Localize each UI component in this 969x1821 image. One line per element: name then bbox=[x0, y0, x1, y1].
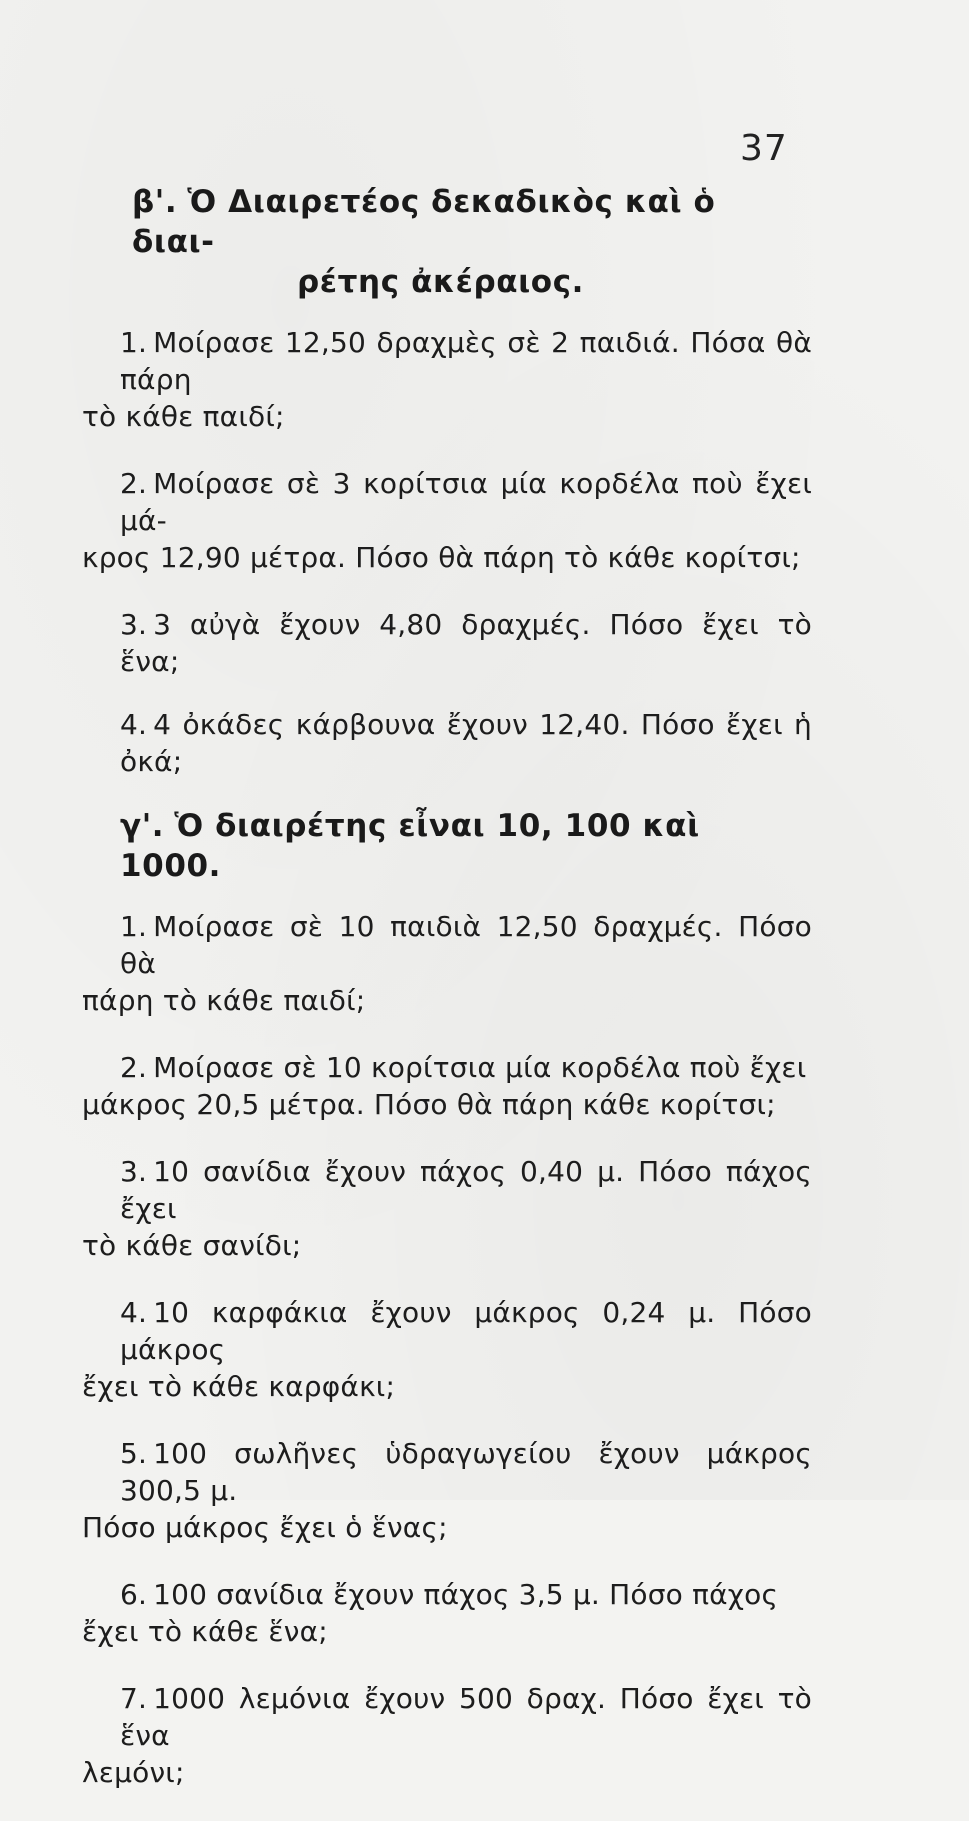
exercise-number: 1. bbox=[120, 326, 148, 359]
section-marker: β'. bbox=[132, 184, 178, 220]
exercise-number: 1. bbox=[120, 910, 148, 943]
exercise-line bbox=[82, 1049, 812, 1086]
section-heading-line bbox=[132, 182, 772, 262]
exercise-number: 3. bbox=[120, 608, 148, 641]
exercise-text-continuation: πάρη τὸ κάθε παιδί; bbox=[82, 984, 366, 1017]
section-marker: γ'. bbox=[120, 808, 165, 844]
exercise-text-continuation: τὸ κάθε σανίδι; bbox=[82, 1229, 302, 1262]
exercise-text: 100 σανίδια ἔχουν πάχος 3,5 μ. Πόσο πάχος bbox=[153, 1578, 779, 1611]
section-heading-b bbox=[82, 182, 812, 302]
exercise-text-continuation: μάκρος 20,5 μέτρα. Πόσο θὰ πάρη κάθε κορίτσι; bbox=[82, 1088, 776, 1121]
exercise-g-5 bbox=[82, 1435, 812, 1546]
exercise-text: 1000 λεμόνια ἔχουν 500 δραχ. Πόσο ἔχει τὸ ἕνα bbox=[120, 1682, 812, 1752]
exercise-g-7 bbox=[82, 1680, 812, 1791]
exercise-line bbox=[82, 324, 812, 398]
exercise-text-continuation: Πόσο μάκρος ἔχει ὁ ἕνας; bbox=[82, 1511, 448, 1544]
exercise-b-3 bbox=[82, 606, 812, 680]
exercise-number: 2. bbox=[120, 467, 148, 500]
exercise-g-2 bbox=[82, 1049, 812, 1123]
page-number: 37 bbox=[740, 128, 788, 169]
exercise-line bbox=[82, 1294, 812, 1368]
exercise-text: 4 ὀκάδες κάρβουνα ἔχουν 12,40. Πόσο ἔχει ἡ ὀκά; bbox=[120, 708, 812, 778]
exercise-line bbox=[82, 1435, 812, 1509]
exercise-number: 6. bbox=[120, 1578, 148, 1611]
exercise-text-continuation: κρος 12,90 μέτρα. Πόσο θὰ πάρη τὸ κάθε κορίτσι; bbox=[82, 541, 801, 574]
exercise-b-1 bbox=[82, 324, 812, 435]
exercise-number: 4. bbox=[120, 708, 148, 741]
exercise-number: 5. bbox=[120, 1437, 148, 1470]
exercise-number: 2. bbox=[120, 1051, 148, 1084]
exercise-text: 10 σανίδια ἔχουν πάχος 0,40 μ. Πόσο πάχος ἔχει bbox=[120, 1155, 812, 1225]
exercise-g-4 bbox=[82, 1294, 812, 1405]
exercise-line bbox=[82, 1153, 812, 1227]
exercise-b-4 bbox=[82, 706, 812, 780]
exercise-b-2 bbox=[82, 465, 812, 576]
exercise-text: 100 σωλῆνες ὑδραγωγείου ἔχουν μάκρος 300,5 μ. bbox=[120, 1437, 812, 1507]
exercise-number: 3. bbox=[120, 1155, 148, 1188]
section-heading-line bbox=[120, 806, 812, 886]
section-title-continuation: ρέτης ἀκέραιος. bbox=[297, 264, 585, 300]
exercise-text: Μοίρασε σὲ 10 παιδιὰ 12,50 δραχμές. Πόσο θὰ bbox=[120, 910, 812, 980]
exercise-text: Μοίρασε σὲ 3 κορίτσια μία κορδέλα ποὺ ἔχει μά- bbox=[120, 467, 812, 537]
exercise-line bbox=[82, 1576, 812, 1613]
exercise-text-continuation: ἔχει τὸ κάθε ἕνα; bbox=[82, 1615, 328, 1648]
exercise-number: 4. bbox=[120, 1296, 148, 1329]
exercise-text-continuation: λεμόνι; bbox=[82, 1756, 185, 1789]
section-title: Ὁ Διαιρετέος δεκαδικὸς καὶ ὁ διαι- bbox=[132, 184, 716, 260]
exercise-g-1 bbox=[82, 908, 812, 1019]
exercise-line bbox=[82, 908, 812, 982]
exercise-text: Μοίρασε σὲ 10 κορίτσια μία κορδέλα ποὺ ἔχει bbox=[153, 1051, 807, 1084]
exercise-text-continuation: τὸ κάθε παιδί; bbox=[82, 400, 285, 433]
exercise-line bbox=[82, 706, 812, 780]
exercise-text: 10 καρφάκια ἔχουν μάκρος 0,24 μ. Πόσο μάκρος bbox=[120, 1296, 812, 1366]
exercise-number: 7. bbox=[120, 1682, 148, 1715]
exercise-line bbox=[82, 465, 812, 539]
section-heading-g bbox=[82, 806, 812, 886]
exercise-line bbox=[82, 1680, 812, 1754]
exercise-text: 3 αὐγὰ ἔχουν 4,80 δραχμές. Πόσο ἔχει τὸ ἕνα; bbox=[120, 608, 812, 678]
exercise-g-6 bbox=[82, 1576, 812, 1650]
exercise-text-continuation: ἔχει τὸ κάθε καρφάκι; bbox=[82, 1370, 396, 1403]
section-title: Ὁ διαιρέτης εἶναι 10, 100 καὶ 1000. bbox=[120, 808, 700, 884]
page-content bbox=[82, 182, 812, 1821]
exercise-text: Μοίρασε 12,50 δραχμὲς σὲ 2 παιδιά. Πόσα θὰ πάρη bbox=[120, 326, 812, 396]
exercise-g-3 bbox=[82, 1153, 812, 1264]
exercise-line bbox=[82, 606, 812, 680]
